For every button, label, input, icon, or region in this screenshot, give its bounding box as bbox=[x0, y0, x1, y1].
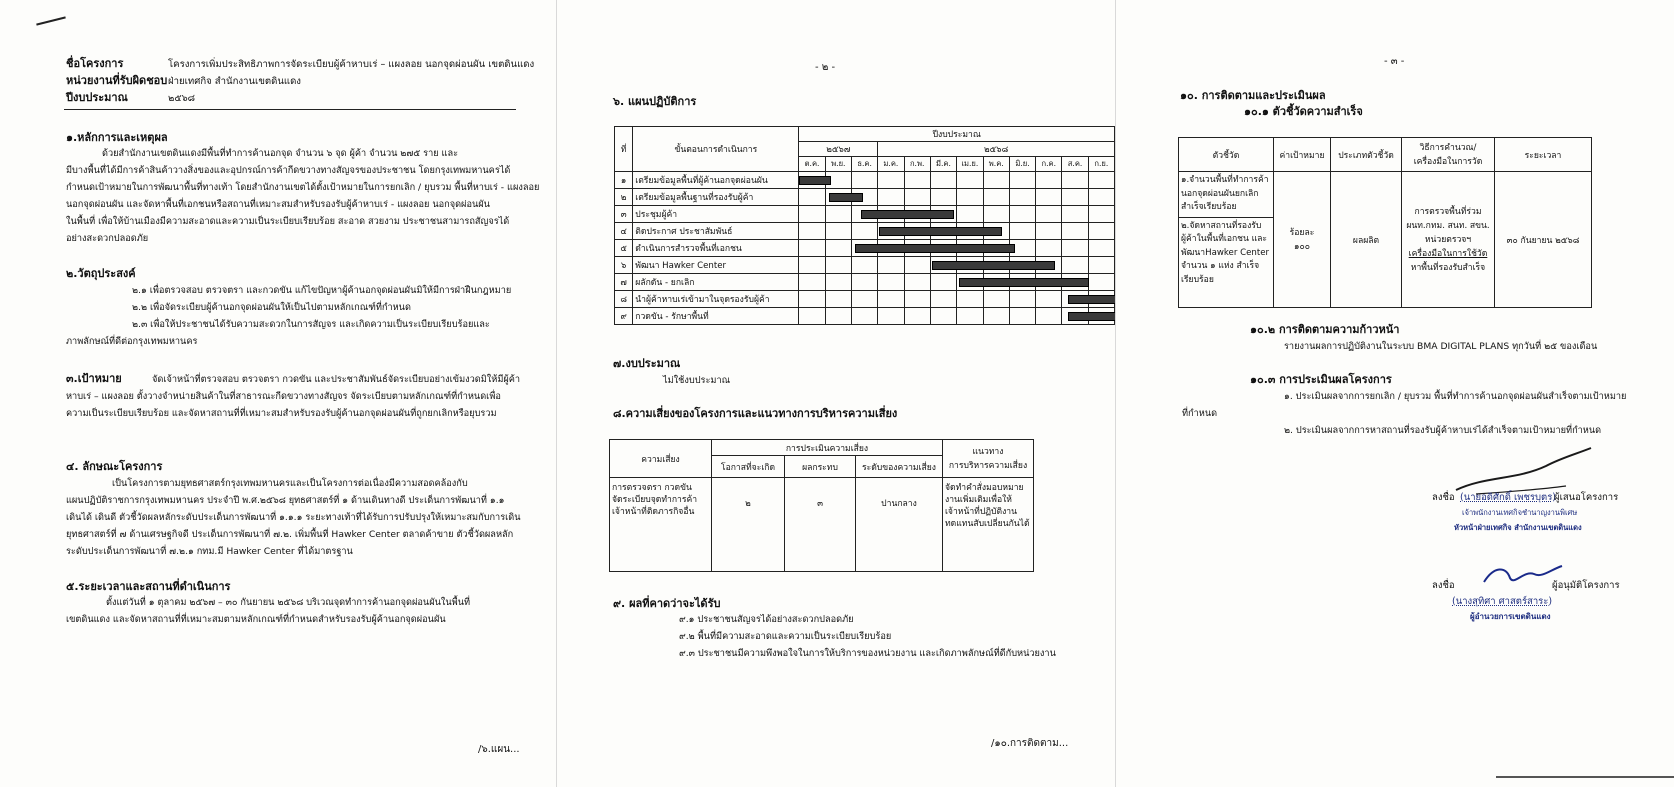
row-number: ๓ bbox=[615, 206, 633, 223]
month-header: มี.ค. bbox=[930, 157, 956, 172]
gantt-row bbox=[615, 257, 1115, 274]
month-cell bbox=[878, 274, 904, 291]
row-number: ๕ bbox=[615, 240, 633, 257]
body-line: ตั้งแต่วันที่ ๑ ตุลาคม ๒๕๖๗ – ๓๐ กันยายน ๒๕๖๘ บริเวณจุดทำการค้านอกจุดผ่อนผันในพื้นที่ bbox=[106, 597, 471, 608]
month-cell bbox=[930, 308, 956, 325]
sign-2-suffix: ผู้อนุมัติโครงการ bbox=[1552, 580, 1620, 591]
h-eval: การประเมินความเสี่ยง bbox=[712, 440, 943, 456]
page-number: - ๒ - bbox=[815, 62, 836, 73]
month-cell bbox=[930, 291, 956, 308]
page-footer: /๖.แผน... bbox=[478, 744, 520, 755]
project-label: ชื่อโครงการ bbox=[66, 57, 124, 70]
gantt-bar bbox=[829, 193, 864, 202]
target-line: ๑๐๐ bbox=[1294, 241, 1310, 252]
section-10-title: ๑๐. การติดตามและประเมินผล bbox=[1180, 89, 1326, 102]
indicator-line: ผู้ค้าในพื้นที่เอกชน และ bbox=[1181, 234, 1268, 244]
month-cell bbox=[1088, 189, 1114, 206]
body-line: นอกจุดผ่อนผัน และจัดหาพื้นที่เอกชนหรือสถานที่เหมาะสมสำหรับรองรับผู้ค้าหาบเร่ - แผงลอย นอกจุดผ่อนผัน bbox=[66, 199, 490, 210]
gantt-row bbox=[615, 189, 1115, 206]
month-cell bbox=[957, 189, 984, 206]
indicator-line: สำเร็จเรียบร้อย bbox=[1181, 202, 1237, 212]
section-6-title: ๖. แผนปฏิบัติการ bbox=[613, 95, 697, 108]
month-cell bbox=[1036, 308, 1062, 325]
evaluation-line: ๑. ประเมินผลจากการยกเลิก / ยุบรวม พื้นที่ทำการค้านอกจุดผ่อนผันสำเร็จตามเป้าหมาย bbox=[1284, 391, 1627, 402]
month-cell bbox=[825, 308, 851, 325]
h-method-2: เครื่องมือในการวัด bbox=[1413, 156, 1483, 167]
month-header: ก.พ. bbox=[904, 157, 930, 172]
gantt-row bbox=[615, 206, 1115, 223]
h-target: ค่าเป้าหมาย bbox=[1274, 138, 1331, 172]
month-cell bbox=[957, 172, 984, 189]
year-2: ๒๕๖๘ bbox=[878, 142, 1115, 157]
body-line: เขตดินแดง และจัดหาสถานที่ที่เหมาะสมตามหลักเกณฑ์ที่กำหนดสำหรับรองรับผู้ค้านอกจุดผ่อนผัน bbox=[66, 614, 446, 625]
month-cell bbox=[1009, 308, 1035, 325]
sign-1-suffix: ผู้เสนอโครงการ bbox=[1554, 492, 1619, 503]
month-cell bbox=[1062, 172, 1088, 189]
h-mgmt-1: แนวทาง bbox=[972, 446, 1004, 457]
month-cell bbox=[1062, 257, 1088, 274]
level-cell: ปานกลาง bbox=[856, 478, 943, 572]
gantt-body bbox=[615, 172, 1115, 325]
body-line: มีบางพื้นที่ได้มีการค้าสินค้าวางสิ่งของและอุปกรณ์การค้ากีดขวางทางสัญจรของประชาชน โดยกรุงเทพมหานครได้ bbox=[66, 165, 511, 176]
h-method bbox=[1402, 138, 1495, 172]
gantt-row bbox=[615, 172, 1115, 189]
target-cell bbox=[1274, 172, 1331, 308]
unit-label: หน่วยงานที่รับผิดชอบ bbox=[66, 74, 168, 87]
unit-value: ฝ่ายเทศกิจ สำนักงานเขตดินแดง bbox=[168, 76, 301, 87]
budget-value: ไม่ใช้งบประมาณ bbox=[663, 375, 731, 386]
month-cell bbox=[851, 274, 877, 291]
month-header: ม.ค. bbox=[878, 157, 904, 172]
header-rule bbox=[64, 109, 516, 110]
h-risk: ความเสี่ยง bbox=[610, 440, 712, 478]
month-header: ต.ค. bbox=[799, 157, 825, 172]
document-page-3 bbox=[1116, 0, 1674, 787]
method-cell bbox=[1402, 172, 1495, 308]
period-cell: ๓๐ กันยายน ๒๕๖๘ bbox=[1495, 172, 1592, 308]
body-line: เป็นโครงการตามยุทธศาสตร์กรุงเทพมหานครและเป็นโครงการต่อเนื่องมีความสอดคล้องกับ bbox=[112, 478, 468, 489]
month-cell bbox=[799, 172, 825, 189]
page-footer: /๑๐.การติดตาม... bbox=[991, 738, 1069, 749]
month-header: ก.ค. bbox=[1036, 157, 1062, 172]
impact-cell: ๓ bbox=[785, 478, 856, 572]
month-cell bbox=[878, 172, 904, 189]
gantt-row bbox=[615, 308, 1115, 325]
body-line: ด้วยสำนักงานเขตดินแดงมีพื้นที่ทำการค้านอกจุด จำนวน ๖ จุด ผู้ค้า จำนวน ๒๗๕ ราย และ bbox=[102, 148, 459, 159]
col-year: ปีงบประมาณ bbox=[799, 127, 1115, 142]
month-cell bbox=[983, 189, 1009, 206]
section-3-title: ๓.เป้าหมาย bbox=[66, 372, 122, 385]
sign-2-prefix: ลงชื่อ bbox=[1432, 580, 1455, 591]
indicator-line: ๒.จัดหาสถานที่รองรับ bbox=[1181, 220, 1262, 231]
row-step: ติดประกาศ ประชาสัมพันธ์ bbox=[633, 223, 799, 240]
month-cell bbox=[799, 257, 825, 274]
sign-1-position-1: เจ้าพนักงานเทศกิจชำนาญงานพิเศษ bbox=[1462, 508, 1578, 517]
month-cell bbox=[904, 308, 930, 325]
body-line: ๒.๓ เพื่อให้ประชาชนได้รับความสะดวกในการสัญจร และเกิดความเป็นระเบียบเรียบร้อยและ bbox=[132, 319, 490, 330]
indicator-line: เรียบร้อย bbox=[1181, 274, 1214, 285]
month-cell bbox=[878, 291, 904, 308]
mgmt-line: ทดแทนสับเปลี่ยนกันได้ bbox=[945, 519, 1030, 529]
row-number: ๔ bbox=[615, 223, 633, 240]
month-cell bbox=[983, 308, 1009, 325]
body-line: แผนปฏิบัติราชการกรุงเทพมหานคร ประจำปี พ.ศ.๒๕๖๘ ยุทธศาสตร์ที่ ๑ ด้านเดินทางดี ประเด็นการพัฒนาที่ ๑.๑ bbox=[66, 495, 505, 506]
section-10-3-title: ๑๐.๓ การประเมินผลโครงการ bbox=[1250, 373, 1392, 386]
result-line: ๙.๑ ประชาชนสัญจรได้อย่างสะดวกปลอดภัย bbox=[679, 614, 854, 625]
month-cell bbox=[851, 172, 877, 189]
month-cell bbox=[1009, 172, 1035, 189]
month-cell bbox=[878, 257, 904, 274]
month-cell bbox=[1009, 291, 1035, 308]
month-cell bbox=[1088, 240, 1114, 257]
row-number: ๖ bbox=[615, 257, 633, 274]
progress-line: รายงานผลการปฏิบัติงานในระบบ BMA DIGITAL PLANS ทุกวันที่ ๒๕ ของเดือน bbox=[1284, 341, 1598, 352]
month-cell bbox=[851, 308, 877, 325]
gantt-bar bbox=[1068, 295, 1115, 304]
row-number: ๙ bbox=[615, 308, 633, 325]
month-cell bbox=[1036, 206, 1062, 223]
month-cell bbox=[1009, 206, 1035, 223]
section-4-title: ๔. ลักษณะโครงการ bbox=[66, 460, 163, 473]
body-line: ระดับประเด็นการพัฒนาที่ ๗.๒.๑ กทม.มี Hawker Center ที่ได้มาตรฐาน bbox=[66, 546, 353, 557]
action-plan-table bbox=[614, 126, 1115, 325]
month-cell bbox=[1036, 189, 1062, 206]
row-step: ดำเนินการสำรวจพื้นที่เอกชน bbox=[633, 240, 799, 257]
month-cell bbox=[930, 172, 956, 189]
section-10-1-title: ๑๐.๑ ตัวชี้วัดความสำเร็จ bbox=[1244, 105, 1363, 118]
section-8-title: ๘.ความเสี่ยงของโครงการและแนวทางการบริหารความเสี่ยง bbox=[613, 407, 898, 420]
month-cell bbox=[799, 206, 825, 223]
method-line: ผนท.กทม. สนท. สขน. bbox=[1406, 220, 1490, 231]
chance-cell: ๒ bbox=[712, 478, 785, 572]
month-cell bbox=[930, 189, 956, 206]
sign-2-position-1: ผู้อำนวยการเขตดินแดง bbox=[1470, 612, 1551, 621]
section-10-2-title: ๑๐.๒ การติดตามความก้าวหน้า bbox=[1250, 323, 1400, 336]
month-cell bbox=[1062, 240, 1088, 257]
bottom-edge-shadow bbox=[1496, 776, 1674, 778]
indicator-line: นอกจุดผ่อนผันยกเลิก bbox=[1181, 188, 1259, 199]
month-cell bbox=[825, 257, 851, 274]
row-number: ๘ bbox=[615, 291, 633, 308]
row-number: ๒ bbox=[615, 189, 633, 206]
section-7-title: ๗.งบประมาณ bbox=[613, 357, 681, 370]
risk-line: เจ้าหน้าที่ติดภารกิจอื่น bbox=[612, 507, 695, 517]
month-cell bbox=[983, 172, 1009, 189]
month-cell bbox=[878, 308, 904, 325]
body-line: ๒.๒ เพื่อจัดระเบียบผู้ค้านอกจุดผ่อนผันให้เป็นไปตามหลักเกณฑ์ที่กำหนด bbox=[132, 302, 411, 313]
year-value: ๒๕๖๘ bbox=[168, 93, 196, 104]
year-label: ปีงบประมาณ bbox=[66, 91, 128, 104]
month-cell bbox=[825, 274, 851, 291]
h-method-1: วิธีการคำนวณ/ bbox=[1419, 142, 1477, 153]
row-step: พัฒนา Hawker Center bbox=[633, 257, 799, 274]
month-cell bbox=[957, 308, 984, 325]
month-cell bbox=[904, 189, 930, 206]
target-line: ร้อยละ bbox=[1289, 227, 1315, 238]
indicator-cell bbox=[1179, 172, 1274, 308]
body-line: ความเป็นระเบียบเรียบร้อย และจัดหาสถานที่ที่เหมาะสมสำหรับรองรับผู้ค้านอกจุดผ่อนผันที่ถูกยกเลิกหรือยุบรวม bbox=[66, 408, 497, 419]
month-cell bbox=[904, 257, 930, 274]
row-step: ประชุมผู้ค้า bbox=[633, 206, 799, 223]
gantt-row bbox=[615, 223, 1115, 240]
month-cell bbox=[1036, 291, 1062, 308]
month-cell bbox=[930, 274, 956, 291]
gantt-bar bbox=[1068, 312, 1115, 321]
indicator-line: ๑.จำนวนพื้นที่ทำการค้า bbox=[1181, 175, 1269, 185]
method-line: หน่วยตรวจฯ bbox=[1424, 234, 1472, 245]
section-2-title: ๒.วัตถุประสงค์ bbox=[66, 267, 136, 280]
body-line: ภาพลักษณ์ที่ดีต่อกรุงเทพมหานคร bbox=[66, 336, 198, 347]
month-cell bbox=[1009, 223, 1035, 240]
body-line: ยุทธศาสตร์ที่ ๗ ด้านเศรษฐกิจดี ประเด็นการพัฒนาที่ ๗.๒. เพิ่มพื้นที่ Hawker Center ตลาดค้าขาย ตัวชี้วัดผลหลัก bbox=[66, 529, 514, 540]
evaluation-line: ที่กำหนด bbox=[1182, 408, 1218, 419]
month-cell bbox=[851, 223, 877, 240]
gantt-bar bbox=[855, 244, 1015, 253]
h-mgmt-2: การบริหารความเสี่ยง bbox=[948, 460, 1028, 471]
h-impact: ผลกระทบ bbox=[785, 456, 856, 478]
mgmt-cell bbox=[943, 478, 1034, 572]
gantt-row bbox=[615, 240, 1115, 257]
method-line: หาพื้นที่รองรับสำเร็จ bbox=[1410, 262, 1486, 273]
gantt-bar bbox=[799, 176, 831, 185]
month-cell bbox=[1088, 274, 1114, 291]
month-header: ก.ย. bbox=[1088, 157, 1114, 172]
risk-line: จัดระเบียบจุดทำการค้า bbox=[612, 495, 698, 505]
sign-1-name: (นายอดิศักดิ์ เพชรบุตร) bbox=[1460, 492, 1557, 503]
month-cell bbox=[799, 223, 825, 240]
row-number: ๗ bbox=[615, 274, 633, 291]
month-cell bbox=[904, 172, 930, 189]
h-mgmt bbox=[943, 440, 1034, 478]
body-line: อย่างสะดวกปลอดภัย bbox=[66, 233, 149, 244]
sign-1-prefix: ลงชื่อ bbox=[1432, 492, 1455, 503]
month-cell bbox=[825, 223, 851, 240]
body-line: กำหนดเป้าหมายในการพัฒนาพื้นที่ทางเท้า โดยสำนักงานเขตได้ตั้งเป้าหมายในการยกเลิก / ยุบรวม พื้นที่หาบเร่ - แผงลอย bbox=[66, 182, 540, 193]
month-cell bbox=[825, 291, 851, 308]
evaluation-line: ๒. ประเมินผลจากการหาสถานที่รองรับผู้ค้าหาบเร่ได้สำเร็จตามเป้าหมายที่กำหนด bbox=[1284, 425, 1602, 436]
project-value: โครงการเพิ่มประสิทธิภาพการจัดระเบียบผู้ค้าหาบเร่ – แผงลอย นอกจุดผ่อนผัน เขตดินแดง bbox=[168, 59, 535, 70]
col-step: ขั้นตอนการดำเนินการ bbox=[633, 127, 799, 172]
month-cell bbox=[825, 240, 851, 257]
section-9-title: ๙. ผลที่คาดว่าจะได้รับ bbox=[613, 597, 721, 610]
month-cell bbox=[799, 274, 825, 291]
year-1: ๒๕๖๗ bbox=[799, 142, 878, 157]
month-cell bbox=[1088, 257, 1114, 274]
indicator-line: จำนวน ๑ แห่ง สำเร็จ bbox=[1181, 261, 1260, 271]
body-line: เดินได้ เดินดี ตัวชี้วัดผลหลักระดับประเด็นการพัฒนาที่ ๑.๑.๑ ระยะทางเท้าที่ได้รับการปรับปรุงให้เหมาะสมกับการเดิน bbox=[66, 512, 521, 523]
gantt-row bbox=[615, 291, 1115, 308]
month-header: เม.ย. bbox=[957, 157, 984, 172]
row-step: ผลักดัน - ยกเลิก bbox=[633, 274, 799, 291]
method-line: การตรวจพื้นที่ร่วม bbox=[1414, 206, 1482, 217]
gantt-bar bbox=[861, 210, 954, 219]
month-cell bbox=[1088, 172, 1114, 189]
month-cell bbox=[983, 291, 1009, 308]
month-cell bbox=[1062, 223, 1088, 240]
cell-divider bbox=[1179, 217, 1273, 218]
h-level: ระดับของความเสี่ยง bbox=[856, 456, 943, 478]
row-step: นำผู้ค้าหาบเร่เข้ามาในจุดรองรับผู้ค้า bbox=[633, 291, 799, 308]
mgmt-line: เจ้าหน้าที่ปฏิบัติงาน bbox=[945, 507, 1017, 517]
month-cell bbox=[957, 291, 984, 308]
document-page-2 bbox=[557, 0, 1115, 787]
month-cell bbox=[851, 291, 877, 308]
method-line: เครื่องมือในการใช้วัด bbox=[1408, 248, 1488, 259]
sign-2-name: (นางสุทิศา ศาสตร์สาระ) bbox=[1452, 596, 1553, 607]
body-line: ในพื้นที่ เพื่อให้บ้านเมืองมีความสะอาดและความเป็นระเบียบเรียบร้อย สะอาด สวยงาม ประชาชนสามารถสัญจรได้ bbox=[66, 216, 510, 227]
mgmt-line: งานเพิ่มเติมเพื่อให้ bbox=[945, 495, 1012, 505]
month-cell bbox=[799, 240, 825, 257]
month-cell bbox=[1009, 189, 1035, 206]
body-line: หาบเร่ – แผงลอย ตั้งวางจำหน่ายสินค้าในที่สาธารณะกีดขวางทางสัญจร จัดระเบียบตามหลักเกณฑ์ที่กำหนดเพื่อ bbox=[66, 391, 501, 402]
month-cell bbox=[1088, 206, 1114, 223]
month-cell bbox=[904, 274, 930, 291]
gantt-bar bbox=[879, 227, 1001, 236]
month-cell bbox=[983, 206, 1009, 223]
row-step: เตรียมข้อมูลพื้นฐานที่รองรับผู้ค้า bbox=[633, 189, 799, 206]
col-no: ที่ bbox=[615, 127, 633, 172]
month-header: ส.ค. bbox=[1062, 157, 1088, 172]
section-5-title: ๕.ระยะเวลาและสถานที่ดำเนินการ bbox=[66, 580, 231, 593]
h-indicator: ตัวชี้วัด bbox=[1179, 138, 1274, 172]
body-line: ๒.๑ เพื่อตรวจสอบ ตรวจตรา และกวดขัน แก้ไขปัญหาผู้ค้านอกจุดผ่อนผันมิให้มีการฝ่าฝืนกฎหมาย bbox=[132, 285, 512, 296]
month-header: พ.ค. bbox=[983, 157, 1009, 172]
document-page-1 bbox=[0, 0, 556, 787]
month-header: พ.ย. bbox=[825, 157, 851, 172]
row-number: ๑ bbox=[615, 172, 633, 189]
month-header: ธ.ค. bbox=[851, 157, 877, 172]
result-line: ๙.๒ พื้นที่มีความสะอาดและความเป็นระเบียบเรียบร้อย bbox=[679, 631, 892, 642]
month-cell bbox=[878, 189, 904, 206]
month-cell bbox=[799, 291, 825, 308]
kpi-table bbox=[1178, 137, 1592, 308]
month-cell bbox=[1036, 223, 1062, 240]
month-cell bbox=[825, 206, 851, 223]
month-cell bbox=[1036, 172, 1062, 189]
month-cell bbox=[851, 257, 877, 274]
sign-1-position-2: หัวหน้าฝ่ายเทศกิจ สำนักงานเขตดินแดง bbox=[1454, 523, 1582, 532]
risk-cell bbox=[610, 478, 712, 572]
risk-table bbox=[609, 439, 1034, 572]
month-header: มิ.ย. bbox=[1009, 157, 1035, 172]
month-cell bbox=[1062, 189, 1088, 206]
indicator-line: พัฒนาHawker Center bbox=[1181, 247, 1270, 258]
section-1-title: ๑.หลักการและเหตุผล bbox=[66, 131, 168, 144]
row-step: กวดขัน - รักษาพื้นที่ bbox=[633, 308, 799, 325]
month-cell bbox=[957, 206, 984, 223]
month-cell bbox=[1088, 223, 1114, 240]
month-cell bbox=[1036, 240, 1062, 257]
h-period: ระยะเวลา bbox=[1495, 138, 1592, 172]
body-line: จัดเจ้าหน้าที่ตรวจสอบ ตรวจตรา กวดขัน และประชาสัมพันธ์จัดระเบียบอย่างเข้มงวดมิให้มีผู้ค้า bbox=[152, 374, 521, 385]
h-type: ประเภทตัวชี้วัด bbox=[1331, 138, 1402, 172]
page-number: - ๓ - bbox=[1384, 56, 1405, 67]
corner-mark bbox=[36, 16, 66, 25]
gantt-row bbox=[615, 274, 1115, 291]
risk-line: การตรวจตรา กวดขัน bbox=[612, 483, 692, 493]
gantt-bar bbox=[959, 278, 1089, 287]
month-cell bbox=[799, 308, 825, 325]
month-cell bbox=[799, 189, 825, 206]
h-chance: โอกาสที่จะเกิด bbox=[712, 456, 785, 478]
gantt-bar bbox=[932, 261, 1054, 270]
type-cell: ผลผลิต bbox=[1331, 172, 1402, 308]
row-step: เตรียมข้อมูลพื้นที่ผู้ค้านอกจุดผ่อนผัน bbox=[633, 172, 799, 189]
month-cell bbox=[1062, 206, 1088, 223]
month-cell bbox=[904, 291, 930, 308]
result-line: ๙.๓ ประชาชนมีความพึงพอใจในการให้บริการของหน่วยงาน และเกิดภาพลักษณ์ที่ดีกับหน่วยงาน bbox=[679, 648, 1056, 659]
mgmt-line: จัดทำคำสั่งมอบหมาย bbox=[945, 483, 1024, 493]
